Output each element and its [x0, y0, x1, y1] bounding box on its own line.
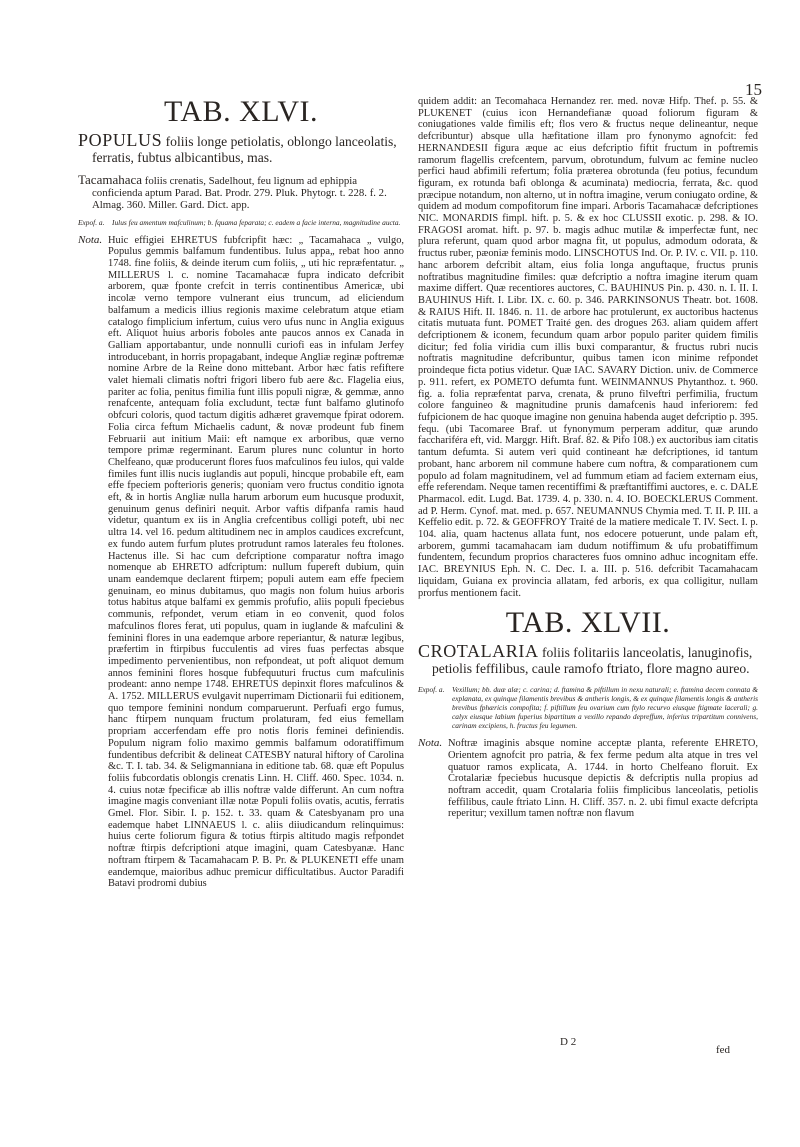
- page-signature: D 2: [560, 1036, 577, 1048]
- tab46-expl-text: Iulus feu amentum mafculinum; b. fquama feparata; c. eadem a facie interna, magnitudine aucta.: [112, 217, 401, 227]
- tab47-expl-label: Expof. a.: [418, 685, 445, 695]
- tab47-nota-text: Noftræ imaginis absque nomine acceptæ planta, referente EHRETO, Orientem agnofcit pro patria, & fex ferme pedum alta atque in tres vel quatuor ramos explicata, A. 1744. in horto Chelfeano floruit. Ex Crotalariæ fpeciebus hucusque depictis & defcriptis nulla propius ad noftram accedit, quam Crotalaria foliis fimplicibus lanceolatis, petiolis feffilibus, caule ftriato Linn. H. Cliff. 357. n. 2. ubi fimul exacte defcripta reperitur; vexillum tamen noftræ non flavum: [448, 738, 758, 820]
- tab47-explanation: [418, 685, 758, 730]
- tab47-nota: [418, 738, 758, 820]
- tab46-nota-label: Nota.: [78, 233, 103, 246]
- tab47-diagnosis: foliis folitariis lanceolatis, lanuginofis, petiolis feffilibus, caule ramofo ftriato, flore magno aureo.: [432, 645, 753, 677]
- tab46-synonym-lead: Tacamahaca: [78, 172, 143, 187]
- tab46-diagnosis: foliis longe petiolatis, oblongo lanceolatis, ferratis, fubtus albicantibus, mas.: [92, 134, 397, 165]
- tab46-species-header: [78, 132, 404, 166]
- tab47-nota-label: Nota.: [418, 737, 443, 750]
- page-catchword: fed: [716, 1044, 731, 1056]
- right-column: [418, 96, 758, 820]
- tab46-synonym-text: foliis crenatis, Sadelhout, feu lignum ad ephippia conficienda aptum Parad. Bat. Prodr. 279. Pluk. Phytogr. t. 228. f. 2. Almag. 360. Miller. Gard. Dict. app.: [92, 175, 387, 212]
- tab46-continuation: quidem addit: an Tecomahaca Hernandez rer. med. novæ Hifp. Thef. p. 55. & PLUKENET (cuius icon Hernandefianæ quoad foliorum figuram & coniugationes valde fimilis eft; flos vero & fructus neque delineantur, neque defcribuntur) absque ulla hæfitatione illam pro fynonymo agnofcit: fed HERNANDESII figura æque ac eius defcriptio fiftit fructum in poftremis ramorum flagellis crefcentem, parvum, obrotundum, fulvum ac femine nucleo perfici haud abfimili refertum; folia præterea obrotunda (feu potius, fecundum figuram, ex rotunda bafi oblonga & acuminata) mediocria, ferrata, &c. quod præcipue notandum, non alterno, ut in noftra imagine, verum coniugato ordine, & quidem ad modum compofitorum fine impari. Arboris Tacamahacæ defcriptiones NIC. MONARDIS fimpl. hift. p. 5. & ex hoc CLUSSII exotic. p. 298. & IO. FRAGOSI aromat. hift. p. 97. b. magis adhuc mutilæ & imperfectæ funt, nec plura referunt, quam quod arbor magna fit, ut populus, admodum odorata, & fructus ruber, pæoniæ feminis modo. LINSCHOTUS Ind. Or. P. IV. c. VII. p. 110. hanc arborem defcribit altam, eius folia longa anguftaque, fructus prunis noftratibus magnitudine fimiles: quæ defcriptio a noftra imagine iterum quam maxime differt. Quæ recentiores auctores, C. BAUHINUS Pin. p. 430. n. I. II. I. BAUHINUS Hift. I. Libr. IX. c. 60. p. 346. PARKINSONUS Theatr. bot. 1608. & RAIUS Hift. II. 1846. n. 11. de arbore hac protulerunt, ex auctoribus hactenus citatis mutuata funt. POMET Traité gen. des drogues 263. aliam quidem affert defcriptionem & iconem, fecundum quam arbor populo pariter quidem fimilis dicitur; fed folia viridia cum illis buxi comparantur, & fructus rubri nucis noftratis magnitudine defcribuntur, quibus tamen icon minime refpondet proindeque ficta potius videtur. Quæ IAC. SAVARY Diction. univ. de Commerce p. 911. refert, ex POMETO defumta funt. WEINMANNUS Phytanthoz. t. 960. fig. a. folia repræfentat parva, crenata, & pruno filveftri perfimilia, fructum colore fanguineo & magnitudine prunis damafcenis haud inferiorem: fed fufpicionem de hac quoque imagine non genuina habenda auget defcriptio p. 395. fequ. (ubi Tacomaree Braf. ut fynonymum perperam additur, quæ arundo facchariféra eft, vid. Marggr. Hift. Braf. 82. & Pifo 108.) ex auctoribus iam citatis tantum defumta. Si autem veri quid contineant hæ defcriptiones, id tantum probant, hanc arborem nil commune habere cum noftra, & comparationem cum populo ad folam magnitudinem, vel ad fummum etiam ad faciem externam eius, effe referendam. Neque tamen recentiffimi & præftantiffimi auctores, e. c. DALE Pharmacol. edit. Lugd. Bat. 1739. 4. p. 330. n. 4. IO. BOECKLERUS Comment. ad P. Herm. Cynof. mat. med. p. 657. NEUMANNUS Chymia med. T. II. P. III. a Keffelio edit. p. 72. & GEOFFROY Traité de la matiere medicale T. IV. Sect. I. p. 104. alia, quam hactenus allata funt, nos edocere potuerunt, unde palam eft, arborem, gummi tacamahacam iam dudum notiffimum & ufu probatiffimum fundentem, fecundum proprios characteres fuos omnino adhuc incognitam effe. IAC. BREYNIUS Eph. N. C. Dec. I. a. III. p. 516. defcribit Tacamahacam liquidam, Guiana ex provincia allatam, fed arboris, ex qua colligitur, nullam prorfus mentionem facit.: [418, 96, 758, 599]
- tab46-nota: [78, 235, 404, 890]
- tab47-expl-text: Vexillum; bb. duæ alæ; c. carina; d. ftamina & piftillum in nexu naturali; e. ftamina decem connata & explanata, ex quinque filamentis brevibus & antheris longis, & ex quinque filamentis longis & antheris brevibus fphæricis compofita; f. piftillum feu ovarium cum ftylo recurvo eiusque ftigmate lacerali; g. calyx eiusque labium fuperius bipartitum a vexillo repando depreffum, inferius tripartitum connivens, carinam excipiens, h. fructus feu legumen.: [452, 685, 758, 731]
- tab46-explanation: [78, 218, 404, 227]
- tab47-genus: CROTALARIA: [418, 641, 539, 662]
- tab47-species-header: [418, 643, 758, 677]
- tab46-nota-text: Huic effigiei EHRETUS fubfcripfit hæc: „ Tacamahaca „ vulgo, Populus gemmis balfamum fundentibus. Iulus appa„ rebat hoo anno 1748. fine foliis, & deinde iterum cum foliis, „ uti hic repræfentatur. „ MILLERUS l. c. nomine Tacamahacæ fupra indicato defcribit arborem, quæ fponte crefcit in terris continentibus Americæ, ubi incolæ verno tempore vulnerant eius truncum, ad eliciendum balfamum a medicis illius regionis maxime celebratum atque etiam catalogo fimplicium infertum, cuius vero ufus nunc in Anglia exiguus eft. Aliquot huius arboris foboles ante paucos annos ex Canada in Galliam apportabantur, unde nonnulli curiofi eas in infulam Jerfey introducebant, in horris propagabant, indeque Angliæ reginæ poftremæ nomine Arbre de la Reine dono mittebant. Arbor hæc fatis refiftere valet hiemali climatis noftri frigori libero fub aere &c. Flagelia eius, pariter ac folia, penitus fimilia funt illis populi nigræ, & gemmæ, anno renafcente, antequam folia excludunt, tectæ funt balfamo glutinofo obfcuri coloris, quod tactum digitis adhæret gravemque fpirat odorem. Folia circa feftum Michaelis cadunt, & novæ prodeunt fub finem Februarii aut initium Maii: eft namque ex arboribus, quæ verno tempore primæ regerminant. Earum plures nunc coluntur in horto Chelfeano, quæ producerunt flores fuos mafculinos feu iulos, qui valde fimiles funt illis nucis iuglandis aut populi, hincque probabile eft, eam effe fpeciem pofterioris generis; quoniam vero fructus conditio ignota eft, & in hortis Angliæ nulla harum arborum eum hucusque produxit, genuinum genus definiri nequit. Arbor vaftis difpanfa ramis haud videtur, quantum ex iis in Anglia crefcentibus colligi poteft, ubi nec ultra 14. vel 16. pedum altitudinem nec in amplos caudices excrefcunt, ex fundo autem furfum plutes protrudunt ramos laterales feu ftolones. Hactenus ille. Si hac cum defcriptione comparatur noftra imago nomenque ab EHRETO adfcriptum: nullum fupereft dubium, quin unam eandemque declarent ftirpem; populi autem eam effe fpeciem genuinam, eo minus dubitamus, quo magis non folum huius arboris totus habitus atque balfami ex gemmis profufio, aliis populi fpeciebus communis, refpondet, verum etiam in eo convenit, quod folos mafculinos flores ferat, uti populus, quam in iuglande & mafculini & feminini flores in una eademque arbore reperiantur, & naturæ legibus, præfertim in ftirpibus fucculentis ad vires fuas perfectas absque impedimento pervenientibus, non refpondeat, ut poft aliquot demum annos feminini flores hosque fubfequuturi fructus cum mafculinis prodeant: anno nempe 1748. EHRETUS depinxit flores mafculinos & A. 1752. MILLERUS evulgavit nuperrimam Dictionarii fui editionem, quo tempore feminini nondum comparuerunt. Perfuafi ergo fumus, hanc ftirpem nunquam fructum prolaturam, fed eius femellam propriam accerfendam effe pro notis floris feminei definiendis. Populum nigram folio maximo gemmis balfamum odoratiffimum fundentibus defcribit & delineat CATESBY natural hiftory of Carolina &c. T. I. tab. 34. & Seligmanniana in editione tab. 68. quæ eft Populus foliis fubcordatis oblongis crenatis Linn. H. Cliff. 460. Spec. 1034. n. 4. cuius notæ fpecificæ ab illis noftræ valde differunt. An cum noftra imagine magis conveniant illæ notæ Populi foliis ovatis, acutis, ferratis Gmel. Flor. Sibir. I. p. 152. t. 33. quam & Catesbyanam pro una eademque habet LINNAEUS l. c. aliis diiudicandum relinquimus: huius certe foliorum figura & totius ftirpis altitudo magis refpondet noftræ ftirpis defcriptioni atque imagini, quam Catesbyanæ. Hanc noftram ftirpem & Tacamahacam P. B. Pr. & PLUKENETI effe unam eandemque, maioribus adhuc premicur difficultatibus. Auctor Paradifi Batavi prodromi dubius: [108, 234, 404, 890]
- tab46-genus: POPULUS: [78, 130, 163, 150]
- tab47-title: TAB. XLVII.: [505, 606, 671, 640]
- left-column: [78, 96, 404, 890]
- page-number: 15: [745, 80, 762, 99]
- tab46-synonym: [78, 174, 404, 212]
- tab46-title: TAB. XLVI.: [164, 95, 318, 128]
- tab46-expl-label: Expof. a.: [78, 217, 105, 227]
